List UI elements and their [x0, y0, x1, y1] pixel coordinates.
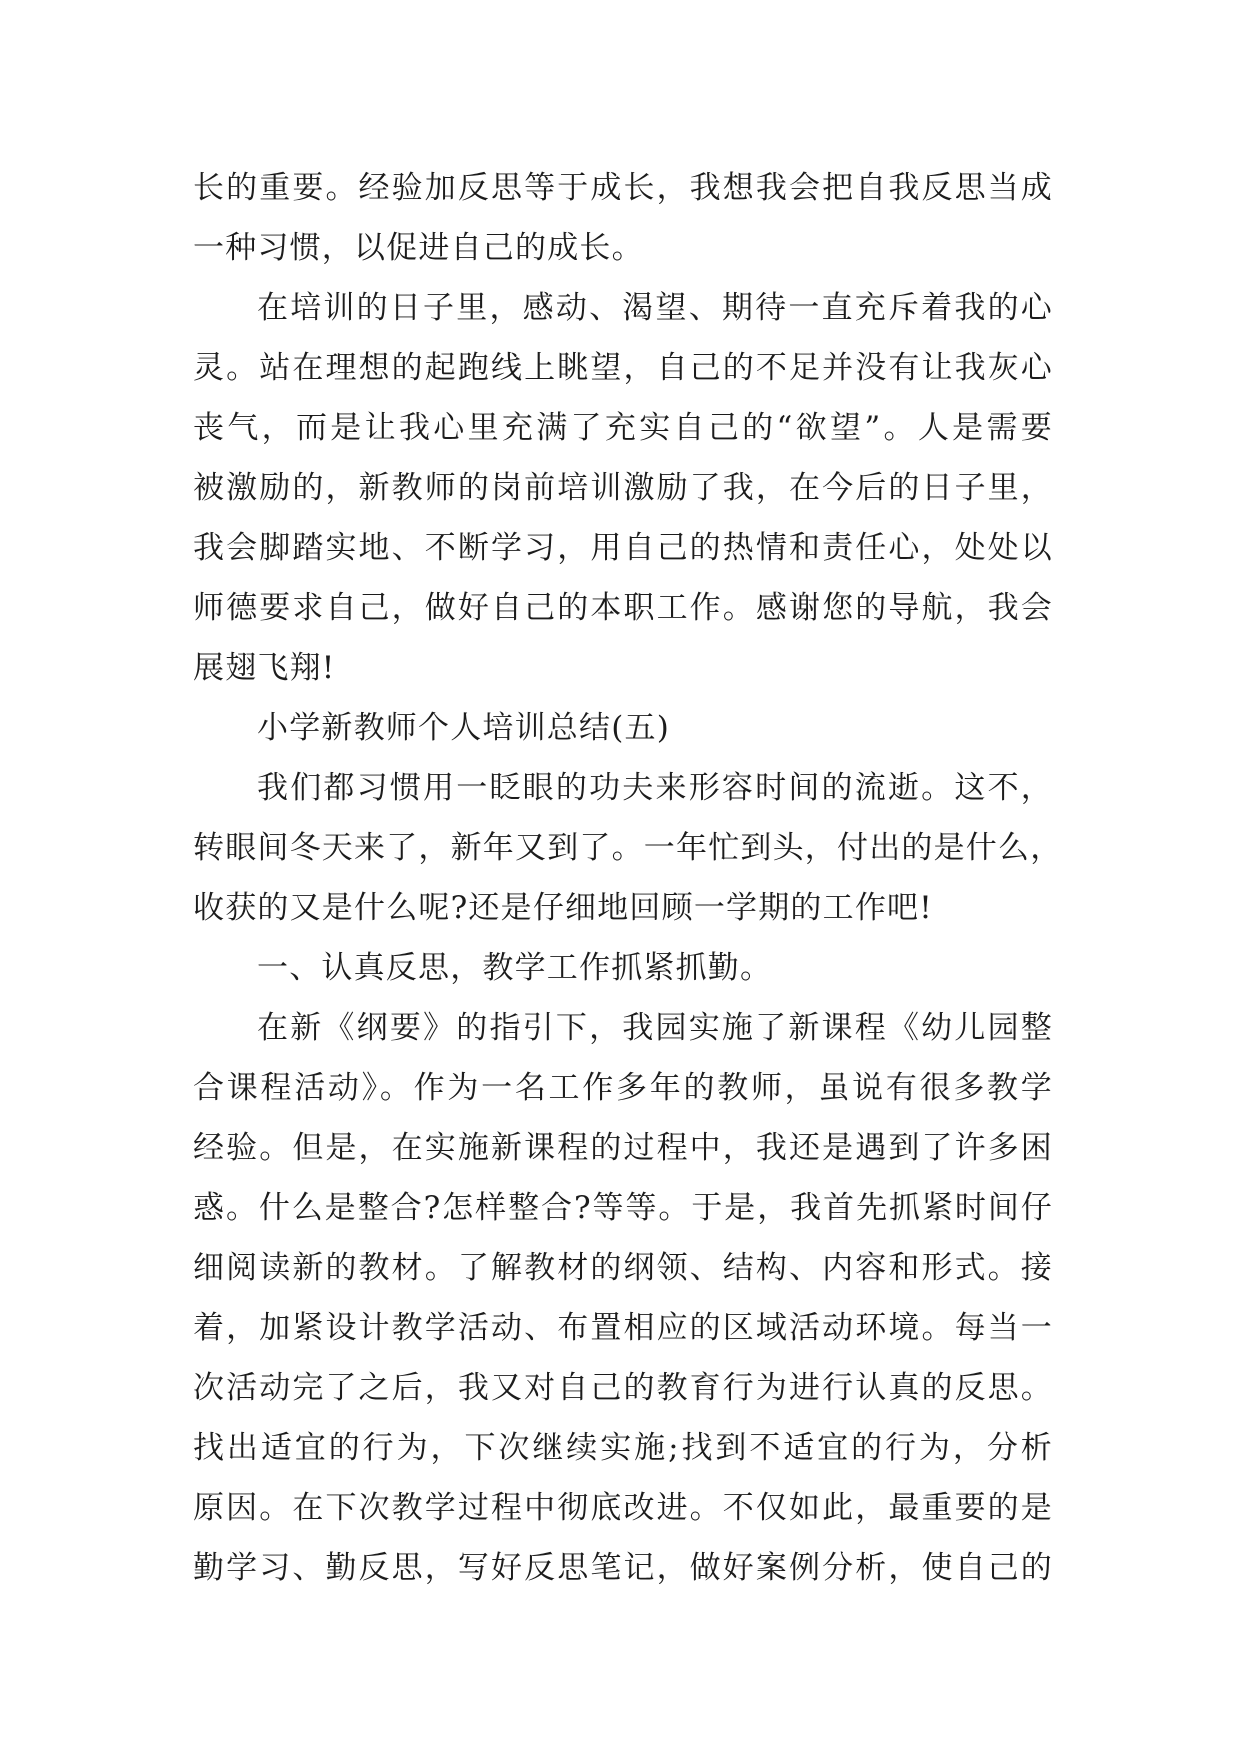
- text-line: 经验。但是，在实施新课程的过程中，我还是遇到了许多困: [193, 1130, 1053, 1166]
- text-line: 展翅飞翔!: [193, 650, 336, 686]
- document-body: [193, 158, 1063, 1598]
- text-line: 小学新教师个人培训总结(五): [257, 710, 670, 746]
- text-line: 在新《纲要》的指引下，我园实施了新课程《幼儿园整: [257, 1010, 1053, 1046]
- text-line: 细阅读新的教材。了解教材的纲领、结构、内容和形式。接: [193, 1250, 1053, 1286]
- text-line: 次活动完了之后，我又对自己的教育行为进行认真的反思。: [193, 1370, 1053, 1406]
- text-line: 一、认真反思，教学工作抓紧抓勤。: [257, 950, 773, 986]
- text-line: 原因。在下次教学过程中彻底改进。不仅如此，最重要的是: [193, 1490, 1053, 1526]
- text-line: 灵。站在理想的起跑线上眺望，自己的不足并没有让我灰心: [193, 350, 1053, 386]
- text-line: 着，加紧设计教学活动、布置相应的区域活动环境。每当一: [193, 1310, 1053, 1346]
- text-line: 我们都习惯用一眨眼的功夫来形容时间的流逝。这不，: [257, 770, 1053, 806]
- text-line: 师德要求自己，做好自己的本职工作。感谢您的导航，我会: [193, 590, 1053, 626]
- text-line: 勤学习、勤反思，写好反思笔记，做好案例分析，使自己的: [193, 1550, 1053, 1586]
- text-line: 惑。什么是整合?怎样整合?等等。于是，我首先抓紧时间仔: [193, 1190, 1053, 1226]
- text-line: 收获的又是什么呢?还是仔细地回顾一学期的工作吧!: [193, 890, 933, 926]
- text-line: 长的重要。经验加反思等于成长，我想我会把自我反思当成: [193, 170, 1053, 206]
- text-line: 丧气，而是让我心里充满了充实自己的“欲望”。人是需要: [193, 410, 1053, 446]
- text-line: 一种习惯，以促进自己的成长。: [193, 230, 644, 266]
- text-line: 合课程活动》。作为一名工作多年的教师，虽说有很多教学: [193, 1070, 1053, 1106]
- text-line: 在培训的日子里，感动、渴望、期待一直充斥着我的心: [257, 290, 1053, 326]
- text-line: 转眼间冬天来了，新年又到了。一年忙到头，付出的是什么，: [193, 830, 1063, 866]
- text-line: 找出适宜的行为，下次继续实施;找到不适宜的行为，分析: [193, 1430, 1053, 1466]
- text-line: 被激励的，新教师的岗前培训激励了我，在今后的日子里，: [193, 470, 1053, 506]
- text-line: 我会脚踏实地、不断学习，用自己的热情和责任心，处处以: [193, 530, 1053, 566]
